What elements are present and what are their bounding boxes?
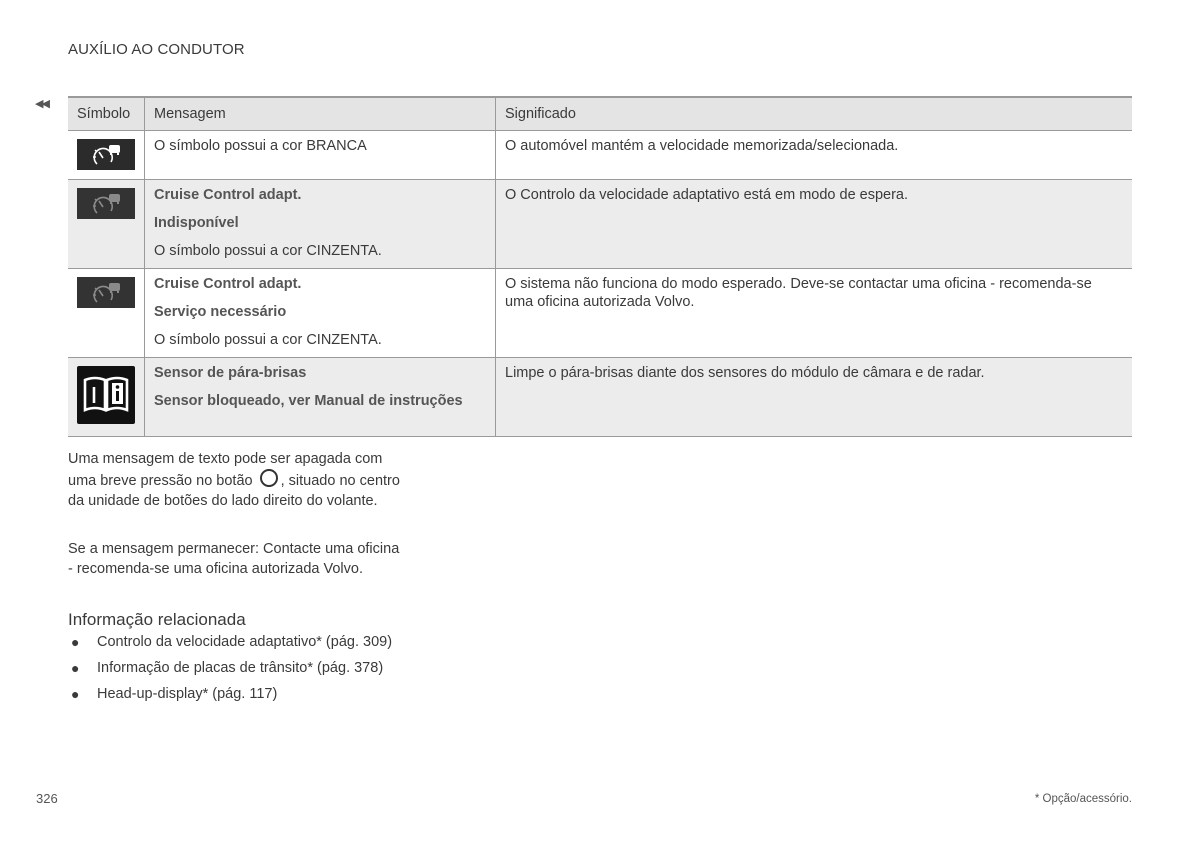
list-item[interactable]: ● Head-up-display* (pág. 117) [71,686,278,702]
cruise-control-gray-icon [77,277,135,308]
cruise-control-gray-icon [77,188,135,219]
circle-button-icon [260,469,278,487]
message-text: O símbolo possui a cor CINZENTA. [154,243,382,259]
paragraph-contact-workshop: Se a mensagem permanecer: Contacte uma oficina - recomenda-se uma oficina autorizada Volvo. [68,541,400,577]
footnote: * Opção/acessório. [1034,793,1132,805]
message-text: O símbolo possui a cor BRANCA [154,138,367,154]
table-row [68,180,1132,269]
continued-marker: ◀◀ [35,98,48,110]
manual-info-book-icon [77,366,135,424]
message-title: Cruise Control adapt. [154,187,302,203]
bullet-icon: ● [71,660,80,676]
page-number: 326 [36,791,58,806]
meaning-text: O sistema não funciona do modo esperado. Deve-se contactar uma oficina - recomenda-se uma oficina autorizada Volvo. [496,269,1133,358]
message-table [68,96,1132,437]
message-text: O símbolo possui a cor CINZENTA. [154,332,382,348]
message-subtitle: Sensor bloqueado, ver Manual de instruções [154,393,463,409]
message-subtitle: Indisponível [154,215,239,231]
related-info-list [68,632,428,710]
header-message: Mensagem [145,97,496,131]
cruise-control-white-icon [77,139,135,170]
bullet-icon: ● [71,686,80,702]
message-title: Sensor de pára-brisas [154,365,307,381]
related-info-heading: Informação relacionada [68,610,246,629]
list-item[interactable]: ● Controlo da velocidade adaptativo* (pág. 309) [71,634,393,650]
meaning-text: Limpe o pára-brisas diante dos sensores do módulo de câmara e de radar. [496,358,1133,437]
header-symbol: Símbolo [68,97,145,131]
meaning-text: O Controlo da velocidade adaptativo está em modo de espera. [496,180,1133,269]
bullet-icon: ● [71,634,80,650]
message-subtitle: Serviço necessário [154,304,287,320]
table-row [68,358,1132,437]
list-item[interactable]: ● Informação de placas de trânsito* (pág. 378) [71,660,384,676]
table-row [68,269,1132,358]
paragraph-dismiss-message: Uma mensagem de texto pode ser apagada com uma breve pressão no botão , situado no centro da unidade de botões do lado direito do volante. [68,451,400,509]
table-row [68,131,1132,180]
message-title: Cruise Control adapt. [154,276,302,292]
header-meaning: Significado [496,97,1133,131]
meaning-text: O automóvel mantém a velocidade memorizada/selecionada. [496,131,1133,180]
section-title: AUXÍLIO AO CONDUTOR [68,41,245,58]
